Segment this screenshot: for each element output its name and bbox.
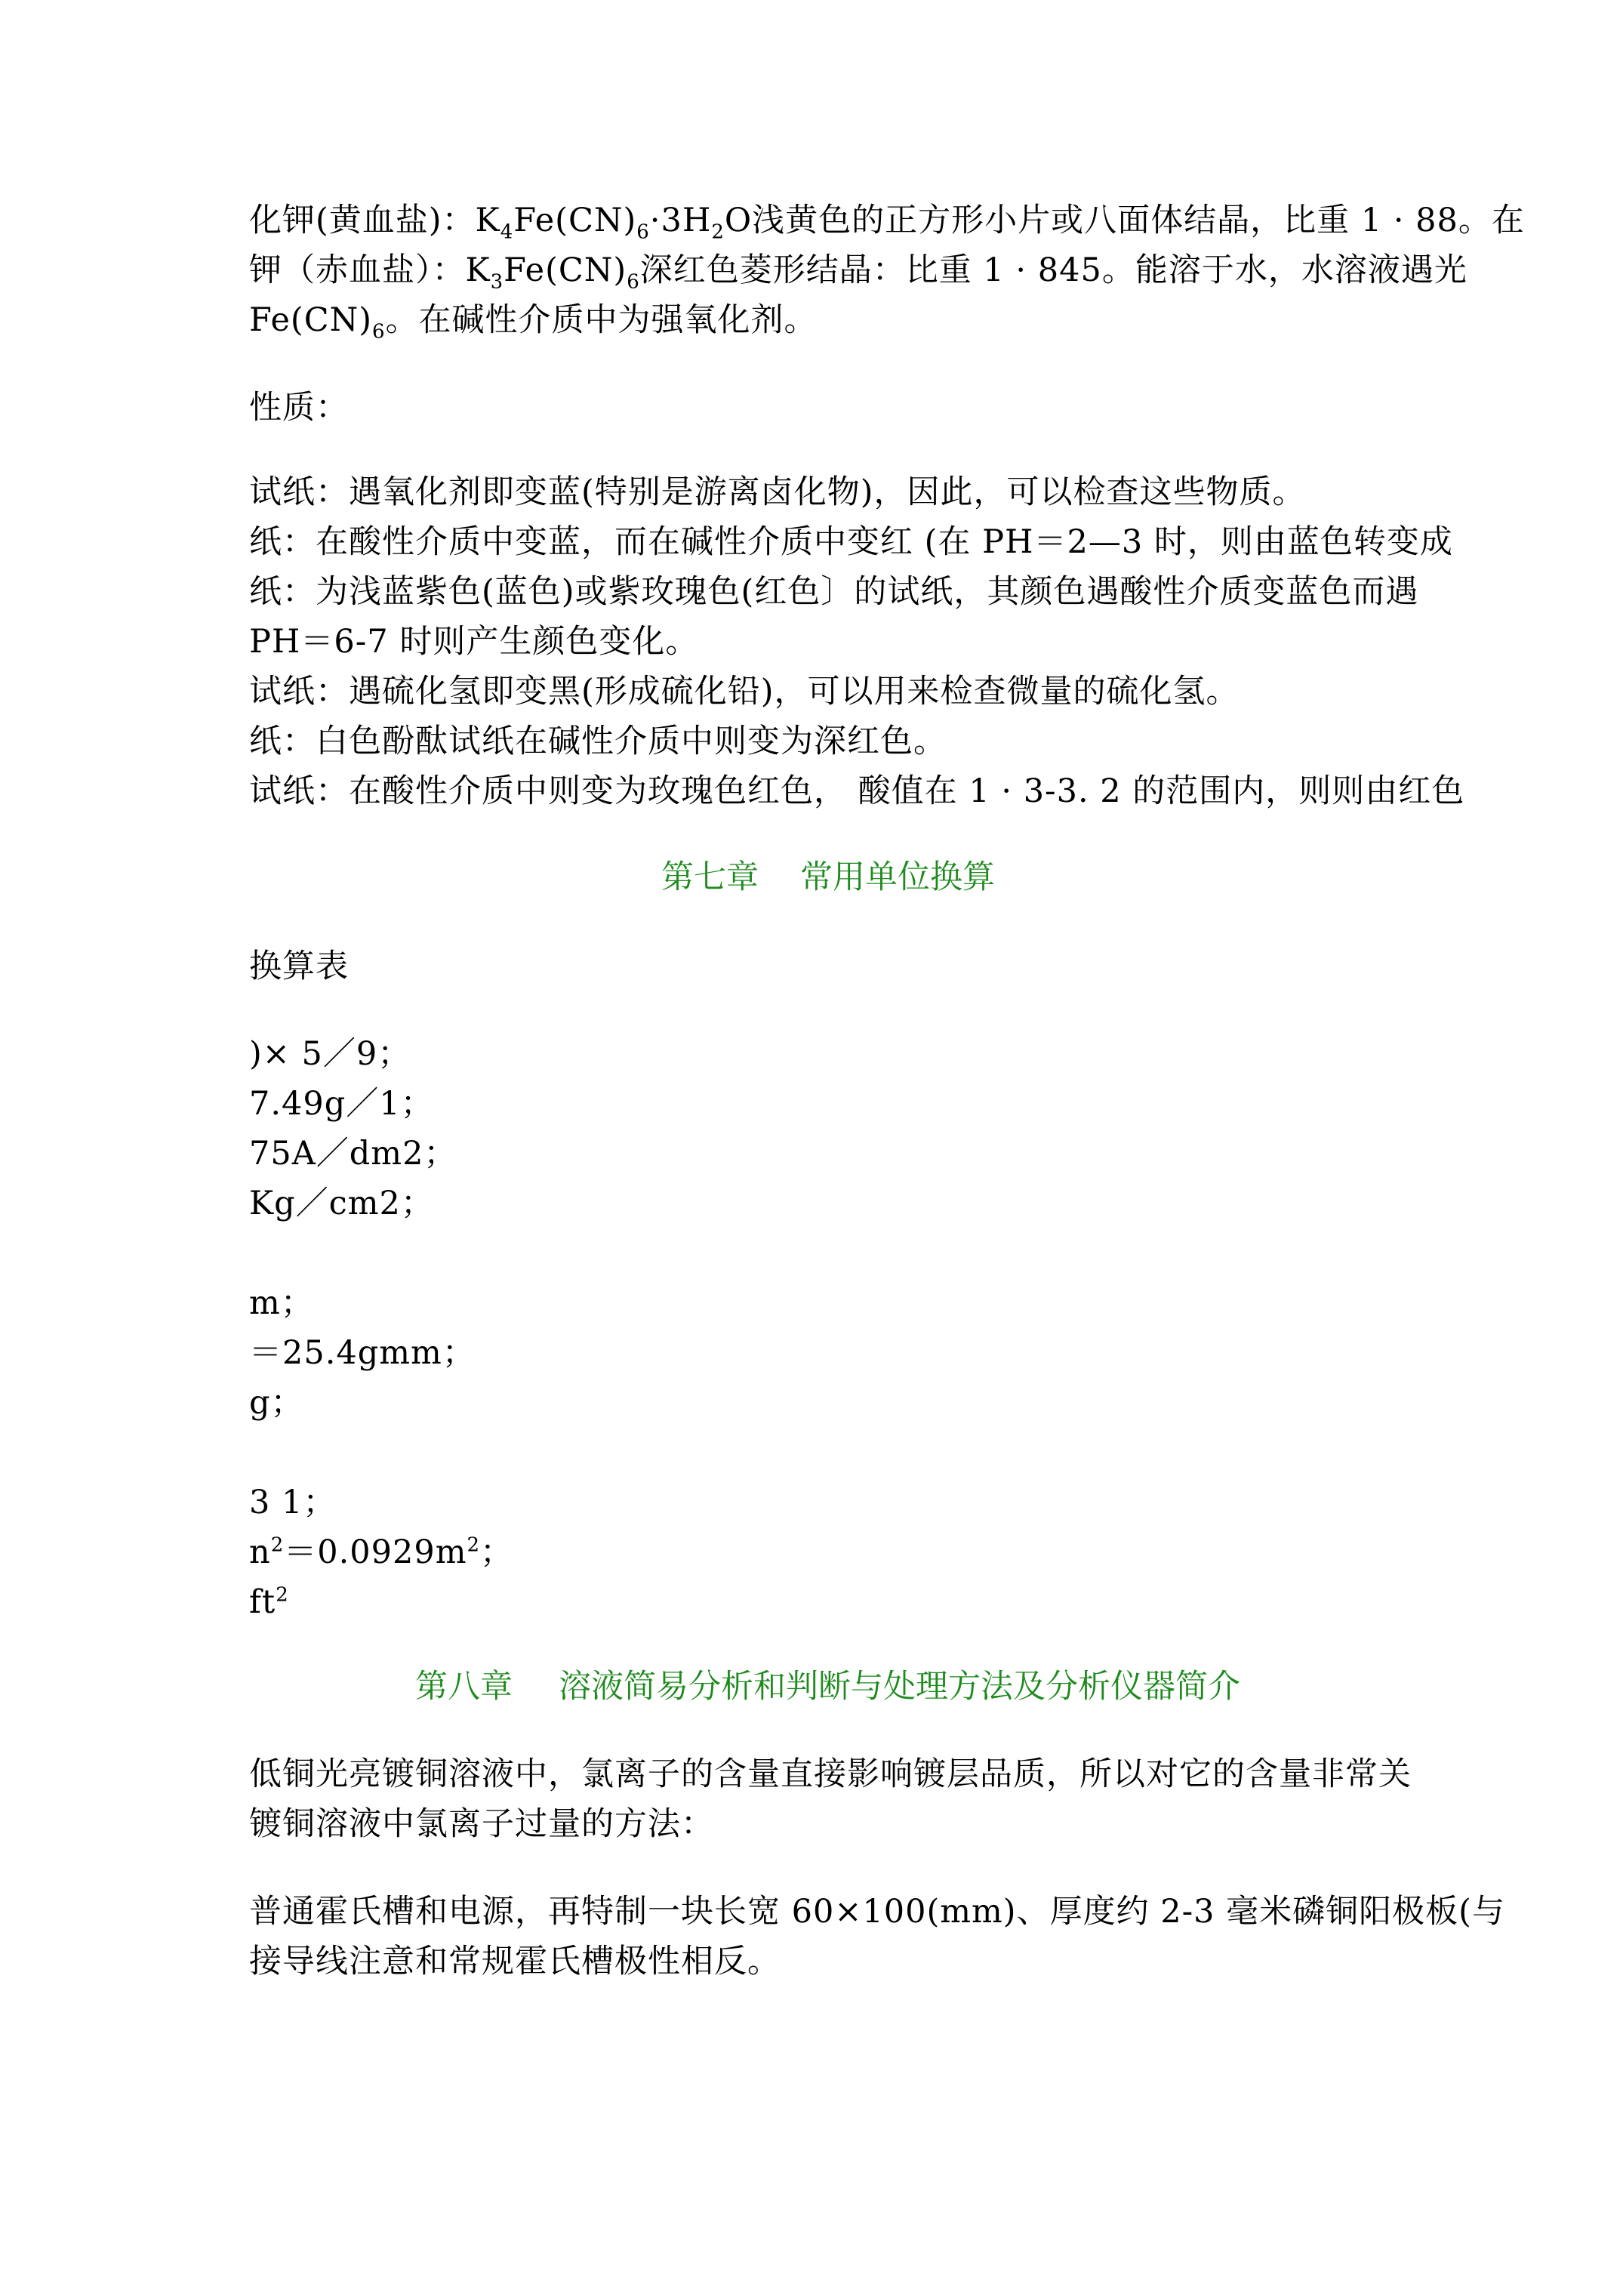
chapter-title: 常用单位换算 [800,858,995,896]
conversion-line: )× 5／9； [249,1035,411,1073]
conversion-line: m； [249,1284,314,1322]
conversion-line: $n^2=0.0929m^2$； [249,1533,514,1571]
text-line: PH＝6-7 时则产生颜色变化。 [249,623,699,661]
text-line: 接导线注意和常规霍氏槽极性相反。 [249,1943,781,1980]
text-line: 钾（赤血盐）：$K_3Fe(CN)_6$深红色菱形结晶：比重 1 · 845。能溶于水，水溶液遇光 [249,251,1467,294]
text-line: 纸：在酸性介质中变蓝，而在碱性介质中变红 (在 PH＝2—3 时，则由蓝色转变成 [249,523,1453,561]
text-line: 试纸：在酸性介质中则变为玫瑰色红色， 酸值在 1 · 3-3. 2 的范围内，则则由红色 [249,772,1465,810]
text-line: 试纸：遇氧化剂即变蓝(特别是游离卤化物)，因此，可以检查这些物质。 [249,473,1306,511]
conversion-line: $ft^2$ [249,1583,289,1621]
chapter-number: 第八章 [415,1668,513,1706]
conversion-line: ＝25.4gmm； [249,1334,476,1372]
text-line: $Fe(CN)_6$。在碱性介质中为强氧化剂。 [249,301,818,344]
chapter-number: 第七章 [661,858,759,896]
chapter-heading [249,855,1397,900]
document-body [249,0,1525,2296]
text-line: 试纸：遇硫化氢即变黑(形成硫化铅)，可以用来检查微量的硫化氢。 [249,673,1240,710]
section-label: 性质： [249,389,349,427]
chapter-title: 溶液简易分析和判断与处理方法及分析仪器简介 [559,1668,1240,1706]
conversion-line: 3 1； [249,1484,337,1521]
conversion-line: g； [249,1384,304,1422]
conversion-line: 7.49g／1； [249,1085,434,1123]
chapter-heading [249,1664,1397,1709]
conversion-line: 75A／dm2； [249,1135,457,1173]
text-line: 纸：白色酚酞试纸在碱性介质中则变为深红色。 [249,723,947,760]
text-line: 低铜光亮镀铜溶液中，氯离子的含量直接影响镀层品质，所以对它的含量非常关 [249,1755,1412,1793]
text-line: 纸：为浅蓝紫色(蓝色)或紫玫瑰色(红色〕的试纸，其颜色遇酸性介质变蓝色而遇 [249,573,1419,611]
section-label: 换算表 [249,948,349,985]
text-line: 镀铜溶液中氯离子过量的方法： [249,1805,714,1843]
conversion-line: Kg／cm2； [249,1185,434,1222]
text-line: 普通霍氏槽和电源，再特制一块长宽 60×100(mm)、厚度约 2-3 毫米磷铜阳极板(与 [249,1893,1505,1931]
text-line: 化钾(黄血盐)：$K_4Fe(CN)_6\cdot 3H_2O$浅黄色的正方形小片或八面体结晶，比重 1 · 88。在 [249,202,1525,244]
